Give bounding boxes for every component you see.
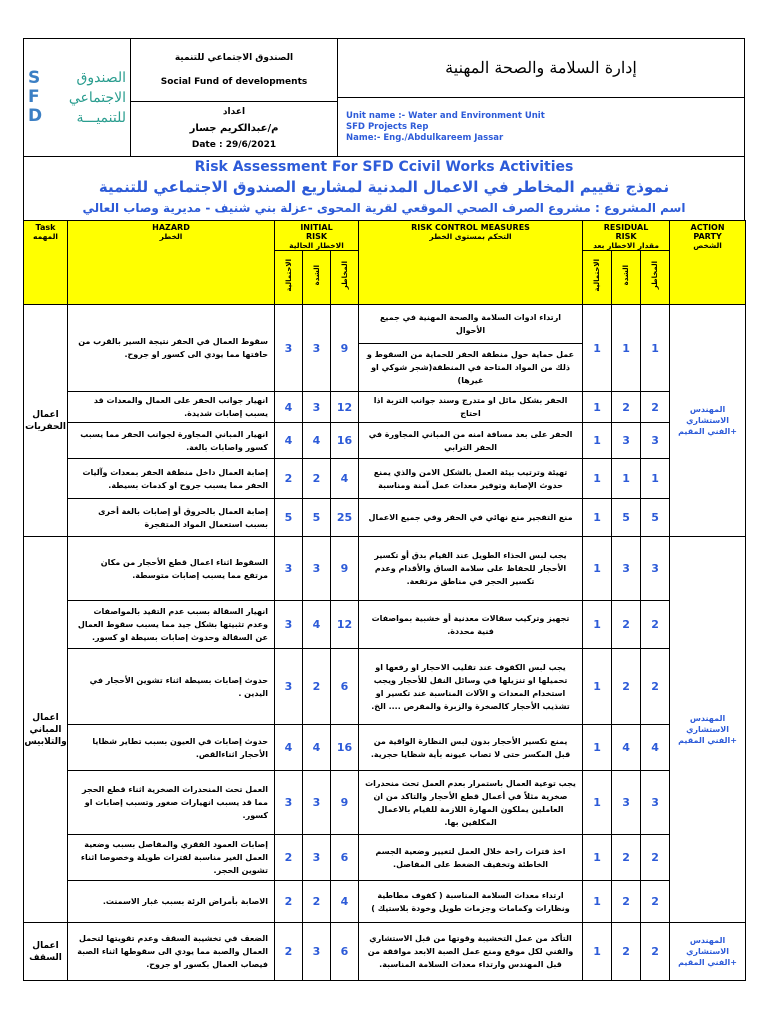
task-cell: اعمال الحفريات (24, 305, 68, 537)
residual-risk-value: 2 (641, 392, 670, 423)
residual-risk-value: 1 (583, 423, 612, 459)
control-cell: ارتداء معدات السلامة المناسبة ( كفوف مطاطية ونظارات وكمامات وجزمات طويل وخودة بلاستيك ) (359, 881, 583, 923)
residual-risk-value: 2 (641, 649, 670, 725)
initial-risk-value: 4 (331, 881, 359, 923)
control-cell: يمنع تكسير الأحجار بدون لبس النظارة الواقية من قبل المكسر حتى لا تصاب عيونه بأية شظايا حجرية. (359, 725, 583, 771)
initial-risk-value: 3 (275, 649, 303, 725)
table-row (24, 537, 746, 601)
rep-name: Name:- Eng./Abdulkareem Jassar (346, 132, 504, 143)
residual-risk-value: 1 (612, 305, 641, 392)
hazard-cell: الاصابة بأمراض الرئة بسبب غبار الاسمنت. (68, 881, 275, 923)
initial-risk-value: 9 (331, 771, 359, 835)
col-control: RISK CONTROL MEASURES التحكم بمستوى الخطر (359, 221, 583, 305)
logo-letters: S F D (28, 68, 43, 126)
initial-risk-value: 6 (331, 835, 359, 881)
logo-arabic: الصندوق الاجتماعي للتنميـــة (68, 69, 126, 126)
prepared-label: اعداد (222, 107, 246, 118)
control-cell: الحفر بشكل مائل او متدرج وسند جوانب التربة اذا احتاج (359, 392, 583, 423)
residual-risk-value: 1 (583, 725, 612, 771)
residual-risk-value: 1 (612, 459, 641, 499)
hazard-cell: حدوث إصابات في العيون بسبب تطاير شظايا الأحجار اثناءالقص. (68, 725, 275, 771)
initial-risk-value: 3 (303, 392, 331, 423)
sub-risk: المخاطر (641, 251, 670, 305)
task-cell: اعمال المباني والتلابيس (24, 537, 68, 923)
residual-risk-value: 5 (641, 499, 670, 537)
col-task: Task المهمه (24, 221, 68, 305)
hazard-cell: إصابة العمال بالحروق أو إصابات بالغة أخرى بسبب استعمال المواد المتفجرة (68, 499, 275, 537)
initial-risk-value: 9 (331, 537, 359, 601)
sfd-logo (28, 64, 126, 132)
residual-risk-value: 2 (641, 601, 670, 649)
action-party-cell: المهندس الاستشاري +الفني المقيم (670, 923, 746, 981)
residual-risk-value: 2 (641, 881, 670, 923)
org-name-ar: الصندوق الاجتماعي للتنمية (174, 52, 294, 63)
residual-risk-value: 3 (612, 771, 641, 835)
residual-risk-value: 2 (612, 881, 641, 923)
initial-risk-value: 4 (303, 423, 331, 459)
residual-risk-value: 3 (641, 537, 670, 601)
projects-rep: SFD Projects Rep (346, 121, 429, 132)
col-initial-risk: INITIAL RISK الاخطار الحالية (275, 221, 359, 251)
residual-risk-value: 1 (583, 537, 612, 601)
col-action-party: ACTION PARTY الشخص (670, 221, 746, 305)
table-row (24, 725, 746, 771)
unit-info (338, 98, 744, 156)
control-cell: منع التفجير منع نهائي في الحفر وفي جميع الاعمال (359, 499, 583, 537)
document-date: Date : 29/6/2021 (191, 140, 277, 151)
initial-risk-value: 25 (331, 499, 359, 537)
prepared-by: م/عبدالكريم جسار (189, 123, 279, 135)
residual-risk-value: 3 (612, 537, 641, 601)
residual-risk-value: 2 (641, 835, 670, 881)
residual-risk-value: 1 (583, 305, 612, 392)
initial-risk-value: 2 (275, 923, 303, 981)
department-cell (338, 39, 744, 156)
residual-risk-value: 2 (612, 649, 641, 725)
control-cell: التأكد من عمل التخشيبة وقوتها من قبل الاستشاري والفني لكل موقع ومنع عمل الصبة الابعد موافقة من قبل المهندس وارتداء معدات السلامة المناسبة. (359, 923, 583, 981)
initial-risk-value: 3 (275, 537, 303, 601)
initial-risk-value: 3 (275, 771, 303, 835)
table-row (24, 392, 746, 423)
org-cell (131, 39, 338, 156)
residual-risk-value: 4 (612, 725, 641, 771)
residual-risk-value: 1 (583, 771, 612, 835)
hazard-cell: إصابة العمال داخل منطقة الحفر بمعدات وآليات الحفر مما يسبب جروح او كدمات بسيطة. (68, 459, 275, 499)
residual-risk-value: 1 (583, 601, 612, 649)
initial-risk-value: 4 (331, 459, 359, 499)
col-hazard: HAZARD الخطر (68, 221, 275, 305)
unit-name: Unit name :- Water and Environment Unit (346, 110, 545, 121)
sub-probability: الاحتمالية (275, 251, 303, 305)
residual-risk-value: 1 (583, 459, 612, 499)
initial-risk-value: 5 (303, 499, 331, 537)
residual-risk-value: 2 (612, 923, 641, 981)
residual-risk-value: 3 (641, 771, 670, 835)
table-row (24, 423, 746, 459)
department-title: إدارة السلامة والصحة المهنية (338, 39, 744, 98)
org-name-en: Social Fund of developments (160, 76, 308, 87)
residual-risk-value: 2 (641, 923, 670, 981)
initial-risk-value: 16 (331, 725, 359, 771)
sub-severity: الشدة (303, 251, 331, 305)
initial-risk-value: 2 (275, 881, 303, 923)
table-row (24, 649, 746, 725)
document-header (23, 38, 745, 156)
table-row (24, 305, 746, 392)
residual-risk-value: 2 (612, 601, 641, 649)
table-row (24, 771, 746, 835)
control-cell: الحفر على بعد مسافة امنه من المباني المجاورة في الحفر الترابي (359, 423, 583, 459)
table-row (24, 499, 746, 537)
residual-risk-value: 1 (583, 881, 612, 923)
residual-risk-value: 1 (583, 499, 612, 537)
control-cell: ارتداء ادوات السلامة والصحة المهنية في جميع الأحوال عمل حماية حول منطقة الحفر للحماية من السقوط و ذلك من المواد المتاحة في المنطقة(شجر شوكي او غيرها) (359, 305, 583, 392)
col-residual-risk: RESIDUAL RISK مقدار الاخطار بعد (583, 221, 670, 251)
residual-risk-value: 1 (641, 459, 670, 499)
sub-probability: الاحتمالية (583, 251, 612, 305)
initial-risk-value: 12 (331, 392, 359, 423)
initial-risk-value: 3 (303, 305, 331, 392)
initial-risk-value: 6 (331, 649, 359, 725)
action-party-cell: المهندس الاستشاري +الفني المقيم (670, 537, 746, 923)
residual-risk-value: 1 (583, 923, 612, 981)
initial-risk-value: 16 (331, 423, 359, 459)
initial-risk-value: 4 (275, 423, 303, 459)
initial-risk-value: 2 (303, 881, 331, 923)
hazard-cell: إصابات العمود الفقري والمفاصل بسبب وضعية العمل الغير مناسبة لفترات طويلة وخصوصا اثناء تشوين الحجر. (68, 835, 275, 881)
initial-risk-value: 3 (275, 601, 303, 649)
initial-risk-value: 2 (275, 835, 303, 881)
control-cell: يجب لبس الحذاء الطويل عند القيام بدق أو تكسير الأحجار للحفاظ على سلامة الساق والأقدام وعدم تكسير الحجر في مناطق مرتفعة. (359, 537, 583, 601)
initial-risk-value: 2 (303, 459, 331, 499)
task-cell: اعمال السقف (24, 923, 68, 981)
control-cell: يجب لبس الكفوف عند تقليب الاحجار او رفعها او تحميلها او تنزيلها في وسائل النقل للأحجار ويجب استخدام المعدات و الآلات المناسبة عند تكسير او تشذيب الأحجار كالصخرة والزبرة والمفرص .... الخ. (359, 649, 583, 725)
initial-risk-value: 3 (303, 771, 331, 835)
logo-cell (24, 39, 131, 156)
residual-risk-value: 2 (612, 835, 641, 881)
initial-risk-value: 3 (275, 305, 303, 392)
initial-risk-value: 9 (331, 305, 359, 392)
initial-risk-value: 5 (275, 499, 303, 537)
initial-risk-value: 2 (275, 459, 303, 499)
residual-risk-value: 1 (641, 305, 670, 392)
residual-risk-value: 5 (612, 499, 641, 537)
initial-risk-value: 6 (331, 923, 359, 981)
project-name: اسم المشروع : مشروع الصرف الصحي الموقعي لقرية المحوى -عزلة بني شنيف - مديرية وصاب العالي (82, 201, 686, 215)
residual-risk-value: 1 (583, 835, 612, 881)
title-en: Risk Assessment For SFD Ccivil Works Activities (194, 159, 574, 175)
table-row (24, 459, 746, 499)
table-row (24, 923, 746, 981)
residual-risk-value: 3 (641, 423, 670, 459)
hazard-cell: السقوط اثناء اعمال قطع الأحجار من مكان مرتفع مما يسبب إصابات متوسطة. (68, 537, 275, 601)
residual-risk-value: 3 (612, 423, 641, 459)
risk-table (23, 220, 746, 981)
control-cell: تهيئة وترتيب بيئة العمل بالشكل الامن والذي يمنع حدوث الإصابة وتوفير معدات عمل آمنة ومناسبة (359, 459, 583, 499)
initial-risk-value: 3 (303, 537, 331, 601)
title-block (23, 156, 745, 220)
hazard-cell: انهيار المباني المجاورة لجوانب الحفر مما يسبب كسور واصابات بالغة. (68, 423, 275, 459)
residual-risk-value: 2 (612, 392, 641, 423)
hazard-cell: حدوث إصابات بسيطة اثناء تشوين الأحجار في اليدين . (68, 649, 275, 725)
sub-severity: الشدة (612, 251, 641, 305)
initial-risk-value: 4 (303, 601, 331, 649)
hazard-cell: سقوط العمال في الحفر نتيجة السير بالقرب من حافتها مما يودي الى كسور او جروح. (68, 305, 275, 392)
control-cell: تجهيز وتركيب سقالات معدنية أو خشبية بمواصفات فنية محددة. (359, 601, 583, 649)
residual-risk-value: 1 (583, 392, 612, 423)
control-cell: اخذ فترات راحة خلال العمل لتغيير وضعية الجسم الخاطئة وتخفيف الضغط على المفاصل. (359, 835, 583, 881)
document-page (23, 38, 745, 981)
residual-risk-value: 4 (641, 725, 670, 771)
control-cell: يجب توعية العمال باستمرار بعدم العمل تحت منحدرات صخرية مثلاً في أعمال قطع الأحجار والتاكد من ان العاملين يملكون المهارة اللازمة للقيام بالاعمال المكلفين بها. (359, 771, 583, 835)
sub-risk: المخاطر (331, 251, 359, 305)
hazard-cell: الضعف في تخشيبة السقف وعدم تقويتها لتحمل العمال والصبة مما يودي الى سقوطها اثناء الصبة فيصاب العمال بكسور او جروح. (68, 923, 275, 981)
table-row (24, 601, 746, 649)
table-row (24, 835, 746, 881)
initial-risk-value: 3 (303, 923, 331, 981)
action-party-cell: المهندس الاستشاري +الفني المقيم (670, 305, 746, 537)
initial-risk-value: 12 (331, 601, 359, 649)
hazard-cell: انهيار السقالة بسبب عدم التقيد بالمواصفات وعدم تثبيتها بشكل جيد مما يسبب سقوط العمال عن السقالة وحدوث إصابات بسيطة او كسور. (68, 601, 275, 649)
initial-risk-value: 3 (303, 835, 331, 881)
residual-risk-value: 1 (583, 649, 612, 725)
hazard-cell: العمل تحت المنحدرات الصخرية اثناء قطع الحجر مما قد يسبب انهيارات صغور وتسبب إصابات او كسور. (68, 771, 275, 835)
initial-risk-value: 4 (303, 725, 331, 771)
initial-risk-value: 2 (303, 649, 331, 725)
table-row (24, 881, 746, 923)
initial-risk-value: 4 (275, 725, 303, 771)
initial-risk-value: 4 (275, 392, 303, 423)
hazard-cell: انهيار جوانب الحفر على العمال والمعدات قد يسبب إصابات شديدة. (68, 392, 275, 423)
title-ar: نموذج تقييم المخاطر في الاعمال المدنية لمشاريع الصندوق الاجتماعي للتنمية (98, 178, 670, 196)
